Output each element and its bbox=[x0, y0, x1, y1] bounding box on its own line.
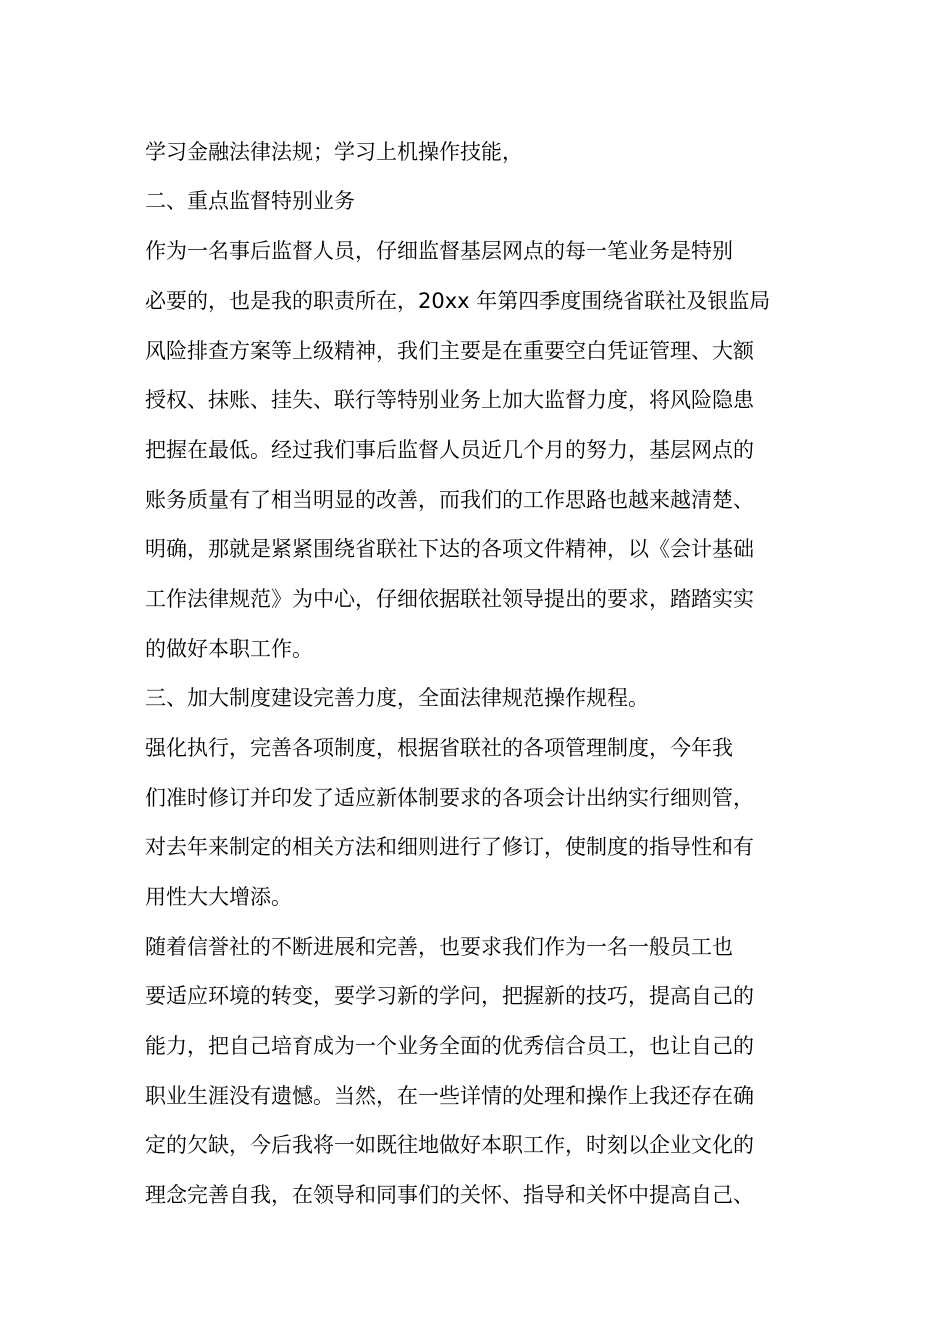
section-heading: 二、重点监督特别业务 bbox=[145, 189, 355, 213]
text-line: 必要的，也是我的职责所在，20xx 年第四季度围绕省联社及银监局 bbox=[145, 289, 771, 313]
text-line: 理念完善自我，在领导和同事们的关怀、指导和关怀中提高自己、 bbox=[145, 1183, 754, 1207]
text-line: 把握在最低。经过我们事后监督人员近几个月的努力，基层网点的 bbox=[145, 438, 754, 462]
text-line: 账务质量有了相当明显的改善，而我们的工作思路也越来越清楚、 bbox=[145, 488, 754, 512]
text-line: 明确，那就是紧紧围绕省联社下达的各项文件精神，以《会计基础 bbox=[145, 537, 754, 561]
text-line: 定的欠缺，今后我将一如既往地做好本职工作，时刻以企业文化的 bbox=[145, 1133, 754, 1157]
text-line: 要适应环境的转变，要学习新的学问，把握新的技巧，提高自己的 bbox=[145, 984, 754, 1008]
text-line: 们准时修订并印发了适应新体制要求的各项会计出纳实行细则管， bbox=[145, 786, 754, 810]
text-line: 学习金融法律法规；学习上机操作技能， bbox=[145, 140, 523, 164]
text-line: 能力，把自己培育成为一个业务全面的优秀信合员工，也让自己的 bbox=[145, 1034, 754, 1058]
text-line: 的做好本职工作。 bbox=[145, 637, 313, 661]
text-line: 随着信誉社的不断进展和完善，也要求我们作为一名一般员工也 bbox=[145, 935, 733, 959]
text-line: 风险排查方案等上级精神，我们主要是在重要空白凭证管理、大额 bbox=[145, 339, 754, 363]
text-line: 授权、抹账、挂失、联行等特别业务上加大监督力度，将风险隐患 bbox=[145, 388, 754, 412]
text-line: 对去年来制定的相关方法和细则进行了修订，使制度的指导性和有 bbox=[145, 835, 754, 859]
text-line: 强化执行，完善各项制度，根据省联社的各项管理制度，今年我 bbox=[145, 736, 733, 760]
text-line: 工作法律规范》为中心，仔细依据联社领导提出的要求，踏踏实实 bbox=[145, 587, 754, 611]
section-heading: 三、加大制度建设完善力度，全面法律规范操作规程。 bbox=[145, 686, 649, 710]
text-line: 作为一名事后监督人员，仔细监督基层网点的每一笔业务是特别 bbox=[145, 239, 733, 263]
text-line: 职业生涯没有遗憾。当然，在一些详情的处理和操作上我还存在确 bbox=[145, 1084, 754, 1108]
text-line: 用性大大增添。 bbox=[145, 885, 292, 909]
